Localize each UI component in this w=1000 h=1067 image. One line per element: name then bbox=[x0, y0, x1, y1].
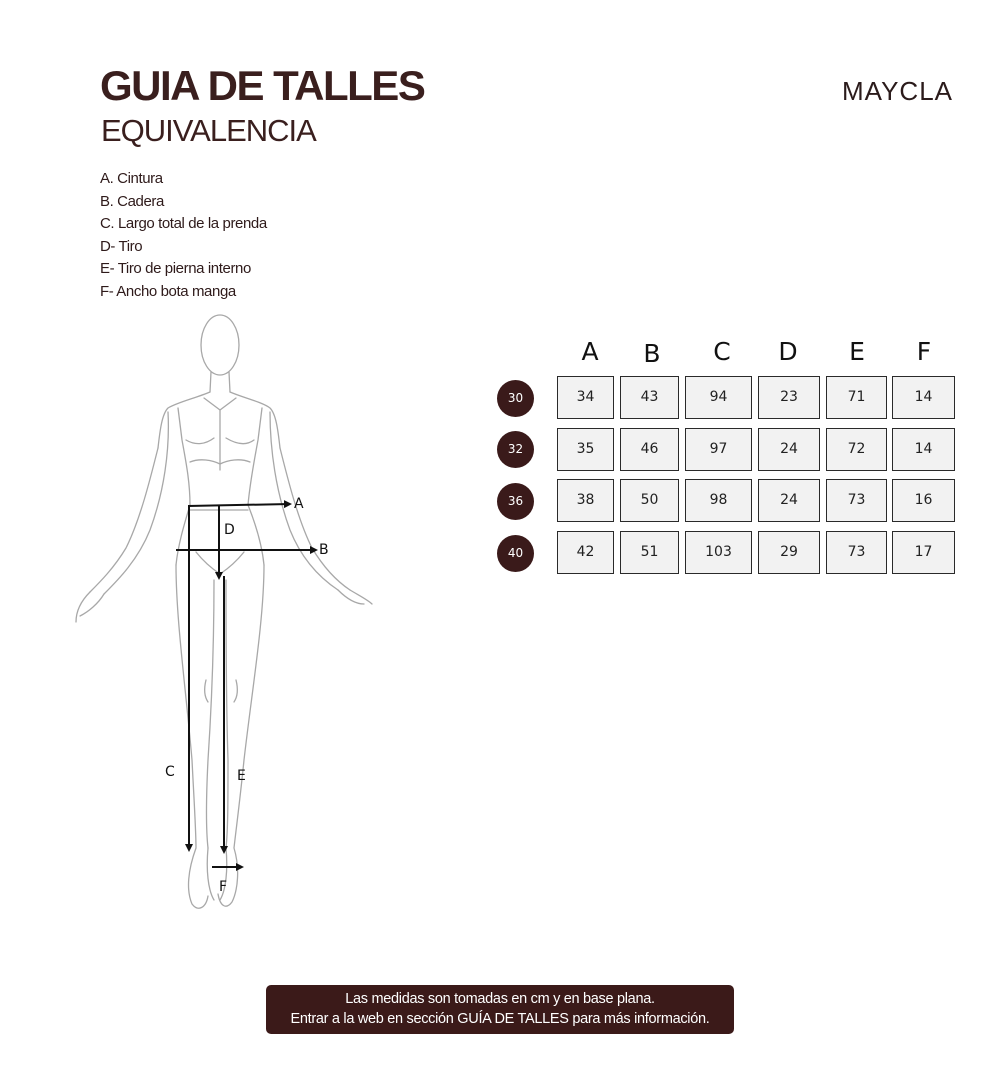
figure-label-f: F bbox=[219, 879, 228, 895]
figure-label-c: C bbox=[165, 764, 175, 780]
table-cell: 29 bbox=[758, 531, 820, 574]
table-cell: 24 bbox=[758, 479, 820, 522]
page-subtitle: EQUIVALENCIA bbox=[101, 113, 316, 148]
table-cell: 23 bbox=[758, 376, 820, 419]
table-cell: 46 bbox=[620, 428, 679, 471]
table-cell: 51 bbox=[620, 531, 679, 574]
figure-label-e: E bbox=[237, 768, 246, 784]
column-header-b: B bbox=[643, 339, 661, 368]
page-title: GUIA DE TALLES bbox=[100, 62, 425, 109]
table-cell: 43 bbox=[620, 376, 679, 419]
legend-item-b: B. Cadera bbox=[100, 192, 164, 210]
legend-item-c: C. Largo total de la prenda bbox=[100, 215, 267, 232]
table-cell: 73 bbox=[826, 531, 887, 574]
brand-logo: MAYCLA bbox=[842, 76, 953, 106]
column-header-f: F bbox=[916, 337, 932, 366]
legend-item-a: A. Cintura bbox=[100, 170, 163, 187]
table-cell: 98 bbox=[685, 479, 752, 522]
table-cell: 42 bbox=[557, 531, 614, 574]
table-cell: 38 bbox=[557, 479, 614, 522]
table-cell: 97 bbox=[685, 428, 752, 471]
column-header-c: C bbox=[713, 337, 731, 366]
footnote-line-1: Las medidas son tomadas en cm y en base plana. bbox=[345, 991, 655, 1007]
table-cell: 14 bbox=[892, 428, 955, 471]
table-cell: 73 bbox=[826, 479, 887, 522]
table-cell: 94 bbox=[685, 376, 752, 419]
table-cell: 17 bbox=[892, 531, 955, 574]
footnote-line-2: Entrar a la web en sección GUÍA DE TALLES para más información. bbox=[290, 1011, 710, 1027]
table-cell: 50 bbox=[620, 479, 679, 522]
size-badge: 30 bbox=[497, 380, 534, 417]
legend-item-d: D- Tiro bbox=[100, 237, 143, 255]
table-cell: 34 bbox=[557, 376, 614, 419]
legend-item-f: F- Ancho bota manga bbox=[100, 282, 236, 300]
table-cell: 16 bbox=[892, 479, 955, 522]
column-header-a: A bbox=[581, 337, 599, 366]
table-cell: 72 bbox=[826, 428, 887, 471]
table-cell: 24 bbox=[758, 428, 820, 471]
measurement-footnote bbox=[266, 985, 734, 1034]
size-badge: 40 bbox=[497, 535, 534, 572]
size-badge: 32 bbox=[497, 431, 534, 468]
table-cell: 71 bbox=[826, 376, 887, 419]
table-cell: 103 bbox=[685, 531, 752, 574]
figure-label-b: B bbox=[319, 542, 329, 558]
size-badge: 36 bbox=[497, 483, 534, 520]
column-header-e: E bbox=[849, 337, 865, 366]
table-cell: 14 bbox=[892, 376, 955, 419]
figure-label-d: D bbox=[224, 522, 235, 538]
legend-item-e: E- Tiro de pierna interno bbox=[100, 260, 251, 277]
column-header-d: D bbox=[778, 337, 798, 366]
figure-label-a: A bbox=[294, 496, 304, 512]
table-cell: 35 bbox=[557, 428, 614, 471]
